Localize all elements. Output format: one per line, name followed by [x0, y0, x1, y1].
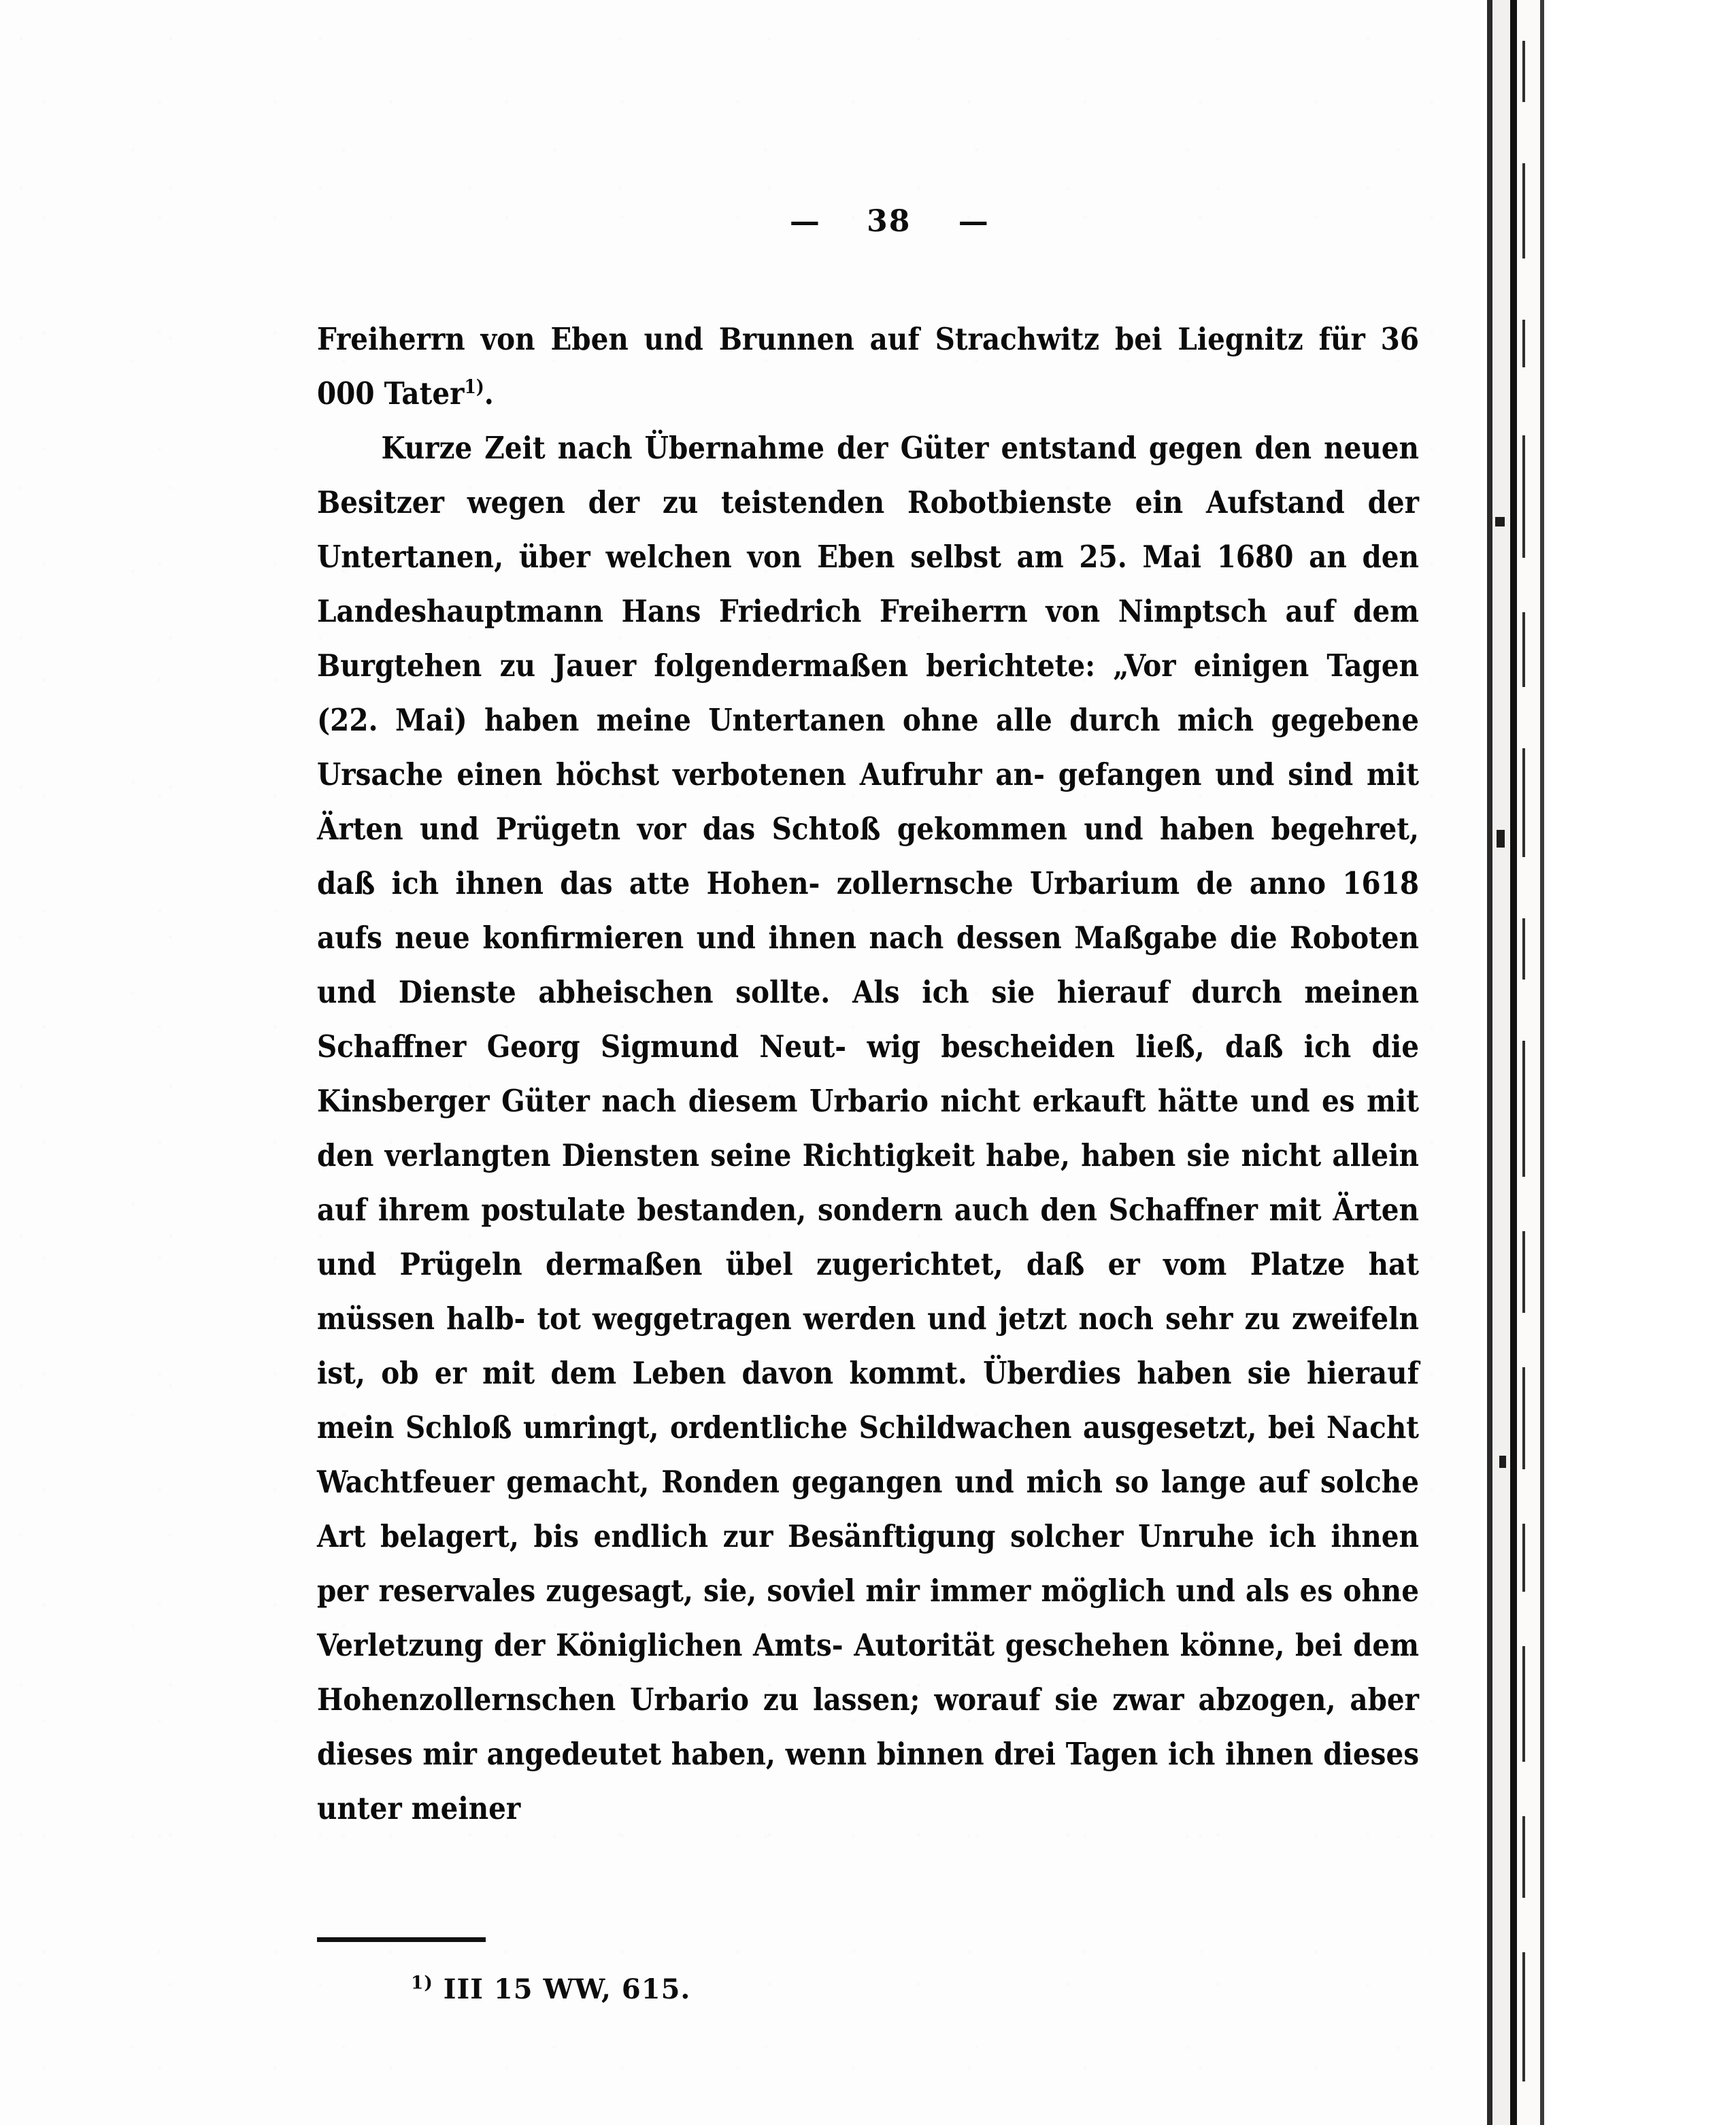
scan-gutter-dark-band-1 [1487, 0, 1492, 2125]
footnote-area [317, 1937, 1419, 2007]
scan-edge-fleck [1495, 517, 1505, 526]
line: auf solche Art belagert, bis endlich zur Besänftigung solcher [317, 1464, 1419, 1554]
line: gefangen und sind mit Ärten und Prügetn vor das Schtoß [317, 756, 1419, 847]
line: neuen Besitzer wegen der zu teistenden Robotbienste ein Aufstand [317, 430, 1419, 520]
line: haben, wenn binnen drei Tagen ich ihnen dieses unter meiner [317, 1736, 1420, 1826]
folio-line [317, 204, 1419, 239]
footnote-marker: 1) [411, 1972, 433, 1994]
paragraph-continuation: Freiherrn von Eben und Brunnen auf Strachwitz bei Liegnitz für 36 000 Tater$^{1)}$. [317, 321, 1419, 412]
footnote-separator-rule [317, 1937, 486, 1942]
line: Kurze Zeit nach Übernahme der Güter entstand gegen den [381, 430, 1312, 466]
scan-gutter-dark-band-2 [1510, 0, 1517, 2125]
line: nach dessen Maßgabe die Roboten und Dienste abheischen sollte. [317, 920, 1420, 1010]
scan-edge-fleck [1497, 830, 1505, 848]
line: Als ich sie hierauf durch meinen Schaffner Georg Sigmund Neut- [317, 974, 1419, 1065]
line: gekommen und haben begehret, daß ich ihnen das atte Hohen- [317, 811, 1419, 901]
line: möglich und als es ohne Verletzung der Königlichen Amts- [317, 1573, 1419, 1663]
line: Unruhe ich ihnen per reservales zugesagt, sie, soviel mir immer [317, 1518, 1419, 1609]
line: durch mich gegebene Ursache einen höchst verbotenen Aufruhr an- [317, 702, 1419, 792]
scan-gutter-light-band-1 [1492, 0, 1510, 2125]
line: mein Schloß umringt, ordentliche Schildwachen ausgesetzt, bei [317, 1409, 1316, 1445]
line: Freiherrn von Eben und Brunnen auf Strachwitz bei [317, 321, 1163, 357]
line: Liegnitz für 36 000 Tater [317, 321, 1419, 412]
paragraph-revolt-report [317, 421, 1419, 1836]
folio-right-rule: — [958, 204, 988, 239]
line: der Untertanen, über welchen von Eben selbst am 25. Mai 1680 [317, 484, 1419, 575]
body-text [317, 312, 1419, 1836]
line: er mit dem Leben davon kommt. Überdies haben sie hierauf [434, 1355, 1419, 1391]
scan-gutter-light-band-2 [1517, 0, 1540, 2125]
footnote-text: III 15 WW, 615. [443, 1973, 691, 2005]
line: seine Richtigkeit habe, haben sie nicht allein auf ihrem postulate [317, 1137, 1419, 1228]
line: Urbario nicht erkauft hätte und es mit den verlangten Diensten [317, 1083, 1419, 1173]
footnote-entry [317, 1972, 1419, 2007]
line: tot weggetragen werden und jetzt noch sehr zu zweifeln ist, ob [317, 1301, 1419, 1391]
scan-edge-dash-column [1522, 0, 1525, 2125]
scan-gutter-dark-band-3 [1540, 0, 1544, 2125]
line: wig bescheiden ließ, daß ich die Kinsberger Güter nach diesem [317, 1028, 1419, 1119]
line: bestanden, sondern auch den Schaffner mit Ärten und Prügeln [317, 1192, 1419, 1282]
line: einigen Tagen (22. Mai) haben meine Untertanen ohne alle [317, 648, 1419, 738]
line: dermaßen übel zugerichtet, daß er vom Platze hat müssen halb- [317, 1246, 1419, 1337]
line: an den Landeshauptmann Hans Friedrich Freiherrn von Nimptsch [317, 539, 1419, 629]
folio-left-rule: — [789, 204, 820, 239]
page-text-column [317, 204, 1419, 1836]
scan-outer-margin [1544, 0, 1736, 2125]
scan-edge-fleck [1499, 1456, 1506, 1468]
line: zu lassen; worauf sie zwar abzogen, aber dieses mir angedeutet [317, 1681, 1420, 1772]
line: auf dem Burgtehen zu Jauer folgendermaßen berichtete: „Vor [317, 593, 1419, 684]
line: Nacht Wachtfeuer gemacht, Ronden gegangen und mich so lange [317, 1409, 1419, 1500]
footnote-reference[interactable]: 1) [464, 375, 484, 398]
line: Autorität geschehen könne, bei dem Hohenzollernschen Urbario [317, 1627, 1419, 1718]
page-number: 38 [867, 204, 912, 239]
line: zollernsche Urbarium de anno 1618 aufs neue konfirmieren und ihnen [317, 865, 1419, 956]
